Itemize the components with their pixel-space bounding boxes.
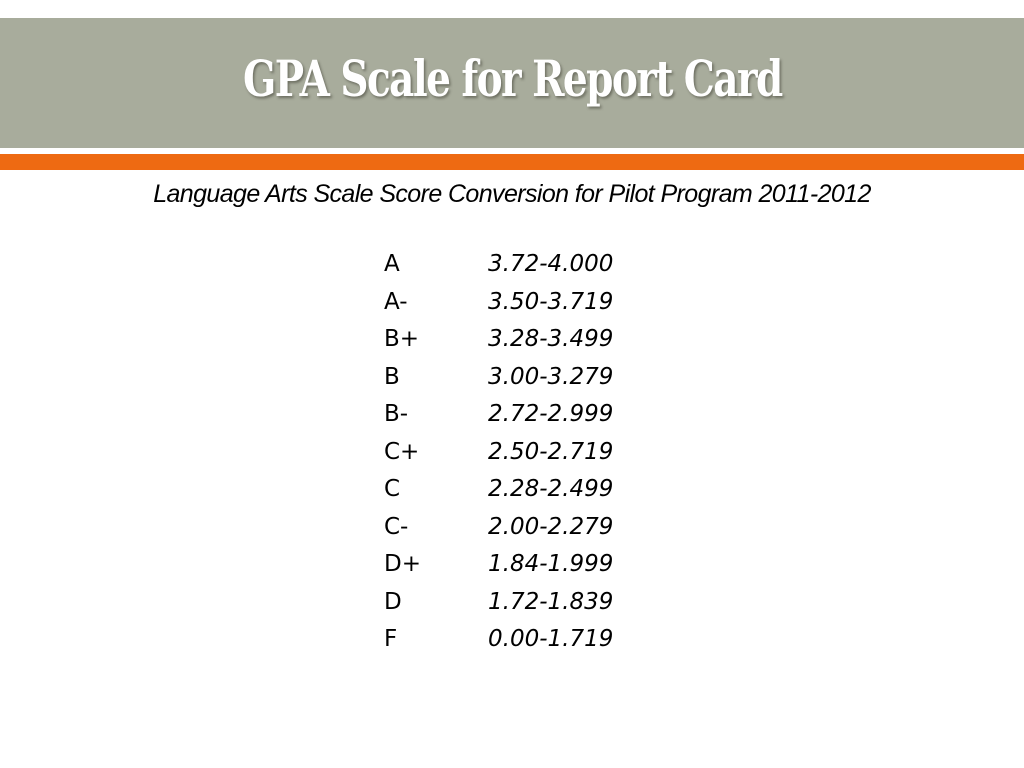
grade-letter: B+ [384, 326, 420, 352]
grade-letter: A [384, 251, 400, 277]
grade-range: 0.00-1.719 [488, 626, 614, 652]
grade-row [372, 546, 672, 584]
grade-row [372, 434, 672, 472]
grade-range: 1.72-1.839 [488, 588, 614, 615]
grade-letter: C- [384, 513, 409, 540]
grade-row [372, 246, 672, 284]
grade-range: 1.84-1.999 [488, 551, 614, 577]
slide-subtitle: Language Arts Scale Score Conversion for Pilot Program 2011-2012 [153, 180, 871, 208]
grade-row [372, 584, 672, 622]
grade-row [372, 396, 672, 434]
grade-scale-table [372, 246, 672, 659]
grade-letter: B [384, 363, 400, 390]
grade-range: 2.72-2.999 [488, 401, 614, 427]
slide-title: GPA Scale for Report Card [242, 48, 782, 108]
grade-range: 2.00-2.279 [488, 513, 614, 540]
grade-letter: F [384, 626, 398, 652]
grade-letter: B- [384, 401, 409, 427]
grade-range: 2.50-2.719 [488, 438, 614, 465]
grade-range: 3.72-4.000 [488, 251, 614, 277]
accent-bar [0, 154, 1024, 170]
grade-range: 2.28-2.499 [488, 476, 614, 502]
grade-letter: C [384, 476, 401, 502]
grade-range: 3.00-3.279 [488, 363, 614, 390]
grade-row [372, 321, 672, 359]
grade-row [372, 621, 672, 659]
grade-row [372, 509, 672, 547]
grade-letter: A- [384, 288, 408, 315]
grade-letter: D+ [384, 551, 421, 577]
title-band [0, 18, 1024, 148]
grade-letter: C+ [384, 438, 420, 465]
grade-range: 3.28-3.499 [488, 326, 614, 352]
grade-row [372, 284, 672, 322]
grade-row [372, 471, 672, 509]
grade-range: 3.50-3.719 [488, 288, 614, 315]
grade-letter: D [384, 588, 402, 615]
grade-row [372, 359, 672, 397]
